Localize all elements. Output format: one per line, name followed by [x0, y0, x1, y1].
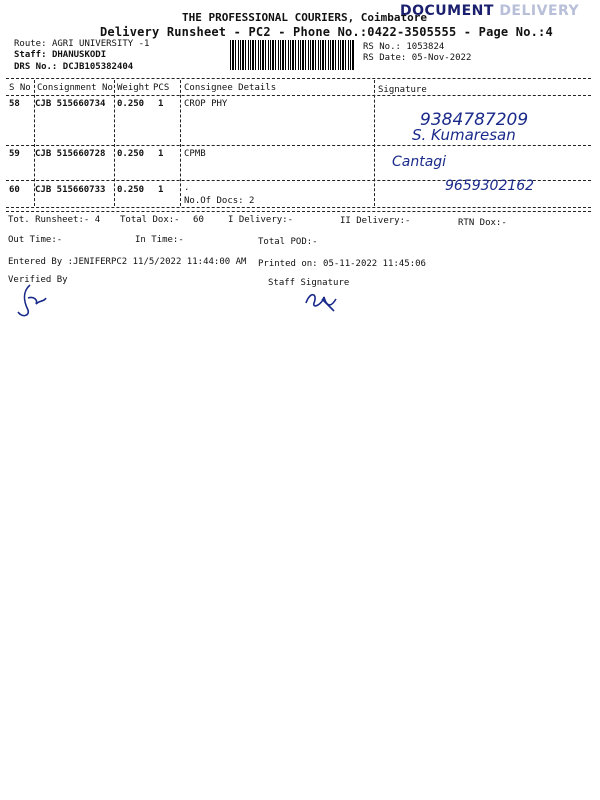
- verifier-signature: [10, 280, 55, 320]
- tot-runsheet: Tot. Runsheet:- 4: [8, 215, 101, 225]
- handwritten-phone: 9384787209: [420, 110, 529, 130]
- stamp-text-dark: DOCUMENT: [400, 3, 494, 19]
- cell-weight: 0.250: [117, 185, 145, 195]
- rs-no-row: [363, 42, 444, 52]
- row-rule: [6, 145, 591, 146]
- ii-delivery: II Delivery:-: [340, 216, 411, 226]
- company-title: THE PROFESSIONAL COURIERS, Coimbatore: [182, 11, 428, 24]
- col-header-pcs: PCS: [153, 83, 170, 93]
- cell-doc-count: No.Of Docs: 2: [184, 196, 255, 206]
- handwritten-name: S. Kumaresan: [412, 126, 516, 144]
- cell-consignment: CJB 515660728: [35, 149, 106, 159]
- staff-signature-label: Staff Signature: [268, 278, 350, 288]
- drs-label: DRS No.:: [14, 62, 58, 72]
- handwritten-phone: 9659302162: [445, 178, 535, 194]
- col-header-consignment: Consignment No: [37, 83, 113, 93]
- verified-by-label: Verified By: [8, 275, 68, 285]
- cell-sno: 58: [9, 99, 20, 109]
- table-bottom-rule-2: [6, 211, 591, 212]
- total-pod: Total POD:-: [258, 237, 318, 247]
- cell-weight: 0.250: [117, 149, 145, 159]
- cell-weight: 0.250: [117, 99, 145, 109]
- stamp-text-faded: DELIVERY: [499, 3, 580, 19]
- printed-on: Printed on: 05-11-2022 11:45:06: [258, 259, 426, 269]
- cell-pcs: 1: [158, 99, 164, 109]
- col-divider: [180, 80, 181, 206]
- total-dox-value: 60: [193, 215, 204, 225]
- cell-consignment: CJB 515660734: [35, 99, 106, 109]
- col-header-consignee: Consignee Details: [184, 83, 277, 93]
- cell-pcs: 1: [158, 149, 164, 159]
- col-divider: [114, 80, 115, 206]
- in-time: In Time:-: [135, 235, 184, 245]
- out-time: Out Time:-: [8, 235, 63, 245]
- rs-date-label: RS Date:: [363, 53, 407, 63]
- total-dox-label: Total Dox:-: [120, 215, 180, 225]
- cell-consignee: CROP PHY: [184, 99, 228, 109]
- entered-by: Entered By :JENIFERPC2 11/5/2022 11:44:00 AM: [8, 257, 247, 267]
- i-delivery: I Delivery:-: [228, 215, 294, 225]
- total-dox: [120, 215, 204, 225]
- col-divider: [374, 80, 375, 206]
- cell-sno: 59: [9, 149, 20, 159]
- col-header-sno: S No: [9, 83, 31, 93]
- staff-label: Staff:: [14, 50, 47, 60]
- document-delivery-stamp: [400, 3, 579, 19]
- cell-pcs: 1: [158, 185, 164, 195]
- col-header-weight: Weight: [117, 83, 150, 93]
- rtn-dox: RTN Dox:-: [458, 218, 507, 228]
- route-row: [14, 39, 149, 49]
- cell-sno: 60: [9, 185, 20, 195]
- cell-consignee: CPMB: [184, 149, 206, 159]
- staff-row: [14, 50, 106, 60]
- cell-consignee: .: [184, 183, 190, 193]
- handwritten-signature: Cantagi: [392, 154, 447, 170]
- table-top-rule: [6, 78, 591, 79]
- route-value: AGRI UNIVERSITY -1: [51, 39, 150, 49]
- barcode: [230, 40, 355, 70]
- cell-consignment: CJB 515660733: [35, 185, 106, 195]
- staff-value: DHANUSKODI: [51, 50, 107, 60]
- rs-date-row: [363, 53, 471, 63]
- runsheet-line: Delivery Runsheet - PC2 - Phone No.:0422-3505555 - Page No.:4: [100, 25, 553, 39]
- route-label: Route:: [14, 39, 47, 49]
- drs-value: DCJB105382404: [62, 62, 134, 72]
- drs-row: [14, 62, 133, 72]
- rs-date-value: 05-Nov-2022: [411, 53, 472, 63]
- table-bottom-rule: [6, 207, 591, 208]
- rs-no-label: RS No.:: [363, 42, 401, 52]
- col-header-signature: Signature: [378, 85, 427, 95]
- rs-no-value: 1053824: [406, 42, 445, 52]
- table-header-rule: [6, 95, 591, 96]
- staff-signature: [300, 285, 345, 315]
